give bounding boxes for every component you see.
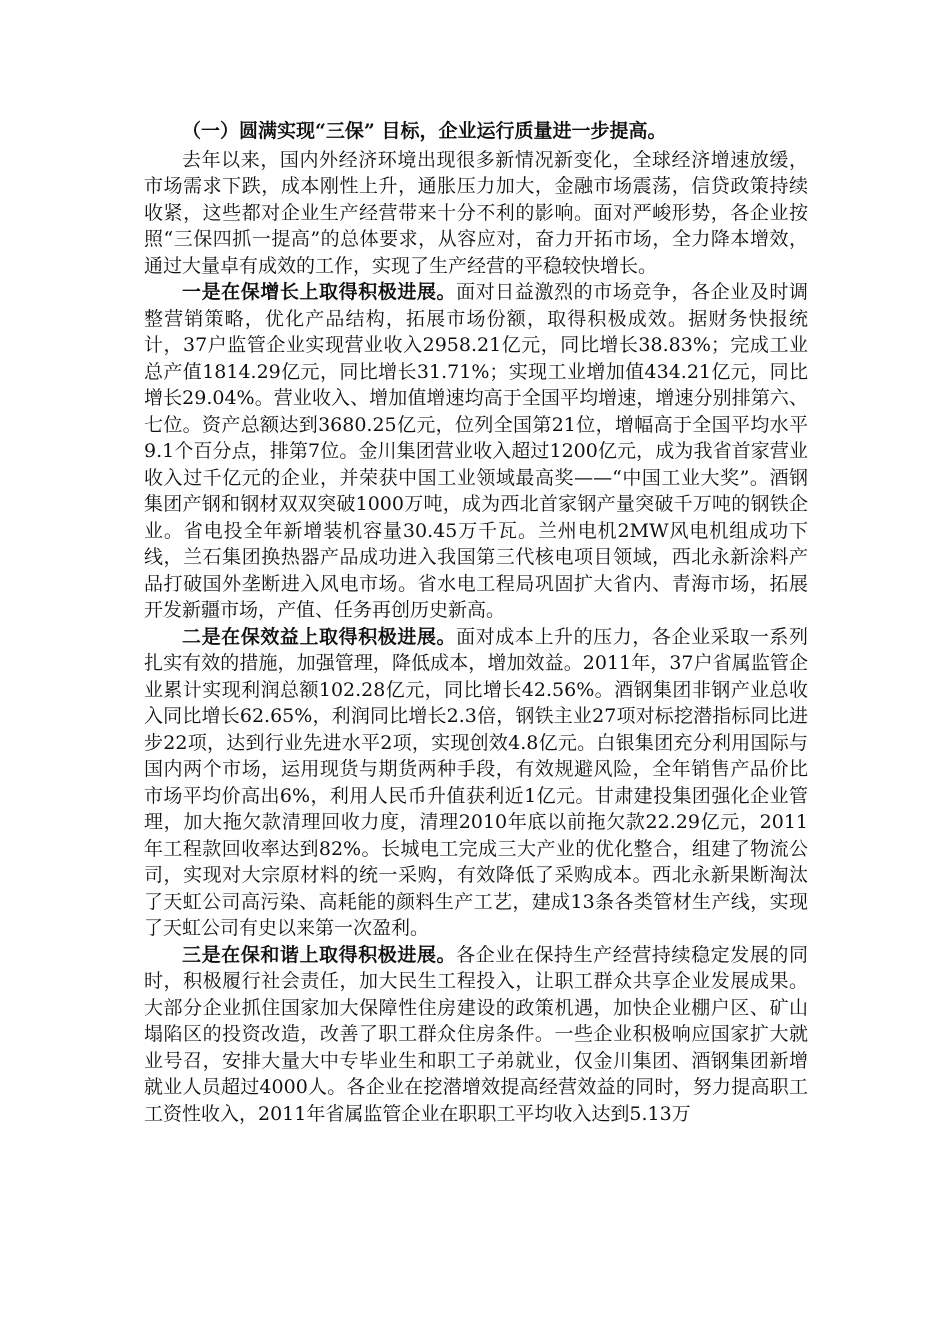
- paragraph-growth-lead: 一是在保增长上取得积极进展。: [182, 281, 457, 303]
- paragraph-growth-text: 面对日益激烈的市场竞争，各企业及时调整营销策略，优化产品结构，拓展市场份额，取得积极成效。据财务快报统计，37户监管企业实现营业收入2958.21亿元，同比增长38.83%；完成工业总产值1814.29亿元，同比增长31.71%；实现工业增加值434.21亿元，同比增长29.04%。营业收入、增加值增速均高于全国平均增速，增速分别排第六、七位。资产总额达到3680.25亿元，位列全国第21位，增幅高于全国平均水平9.1个百分点，排第7位。金川集团营业收入超过1200亿元，成为我省首家营业收入过千亿元的企业，并荣获中国工业领域最高奖——“中国工业大奖”。酒钢集团产钢和钢材双双突破1000万吨，成为西北首家钢产量突破千万吨的钢铁企业。省电投全年新增装机容量30.45万千瓦。兰州电机2MW风电机组成功下线，兰石集团换热器产品成功进入我国第三代核电项目领域，西北永新涂料产品打破国外垄断进入风电市场。省水电工程局巩固扩大省内、青海市场，拓展开发新疆市场，产值、任务再创历史新高。: [144, 281, 808, 621]
- document-page: [144, 118, 808, 1127]
- paragraph-profit-lead: 二是在保效益上取得积极进展。: [182, 625, 457, 648]
- section-heading: （一）圆满实现“三保” 目标，企业运行质量进一步提高。: [182, 120, 667, 142]
- paragraph-intro-text: 去年以来，国内外经济环境出现很多新情况新变化，全球经济增速放缓，市场需求下跌，成本刚性上升，通胀压力加大，金融市场震荡，信贷政策持续收紧，这些都对企业生产经营带来十分不利的影响。面对严峻形势，各企业按照“三保四抓一提高”的总体要求，从容应对，奋力开拓市场，全力降本增效，通过大量卓有成效的工作，实现了生产经营的平稳较快增长。: [144, 148, 808, 277]
- paragraph-harmony: [144, 942, 808, 1128]
- paragraph-intro: [144, 147, 808, 280]
- paragraph-harmony-text: 各企业在保持生产经营持续稳定发展的同时，积极履行社会责任，加大民生工程投入，让职工群众共享企业发展成果。大部分企业抓住国家加大保障性住房建设的政策机遇，加快企业棚户区、矿山塌陷区的投资改造，改善了职工群众住房条件。一些企业积极响应国家扩大就业号召，安排大量大中专毕业生和职工子弟就业，仅金川集团、酒钢集团新增就业人员超过4000人。各企业在挖潜增效提高经营效益的同时，努力提高职工工资性收入，2011年省属监管企业在职职工平均收入达到5.13万: [144, 943, 808, 1125]
- paragraph-profit-text: 面对成本上升的压力，各企业采取一系列扎实有效的措施，加强管理，降低成本，增加效益。2011年，37户省属监管企业累计实现利润总额102.28亿元，同比增长42.56%。酒钢集团非钢产业总收入同比增长62.65%，利润同比增长2.3倍，钢铁主业27项对标挖潜指标同比进步22项，达到行业先进水平2项，实现创效4.8亿元。白银集团充分利用国际与国内两个市场，运用现货与期货两种手段，有效规避风险，全年销售产品价比市场平均价高出6%，利用人民币升值获利近1亿元。甘肃建投集团强化企业管理，加大拖欠款清理回收力度，清理2010年底以前拖欠款22.29亿元，2011年工程款回收率达到82%。长城电工完成三大产业的优化整合，组建了物流公司，实现对大宗原材料的统一采购，有效降低了采购成本。西北永新果断淘汰了天虹公司高污染、高耗能的颜料生产工艺，建成13条各类管材生产线，实现了天虹公司有史以来第一次盈利。: [144, 625, 808, 939]
- paragraph-harmony-lead: 三是在保和谐上取得积极进展。: [182, 943, 457, 966]
- paragraph-growth: [144, 279, 808, 624]
- paragraph-profit: [144, 624, 808, 942]
